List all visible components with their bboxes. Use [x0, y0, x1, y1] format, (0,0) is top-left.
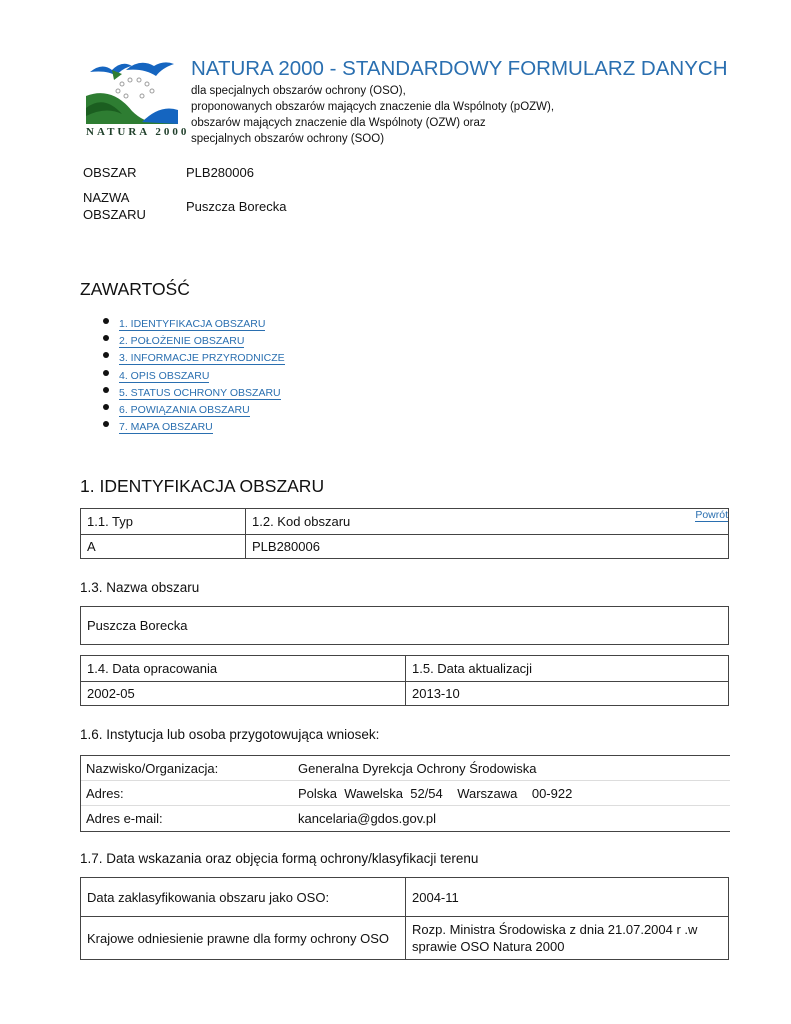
toc-title: ZAWARTOŚĆ — [80, 279, 190, 299]
site-code-value: PLB280006 — [186, 165, 254, 180]
oso-date-label: Data zaklasyfikowania obszaru jako OSO: — [81, 878, 406, 917]
subtitle-line: proponowanych obszarów mających znaczenie dla Wspólnoty (pOZW), — [191, 101, 555, 113]
org-value: Generalna Dyrekcja Ochrony Środowiska — [298, 761, 537, 776]
identification-table — [80, 508, 729, 559]
address-value: Polska Wawelska 52/54 Warszawa 00-922 — [298, 786, 573, 801]
bullet-icon — [103, 370, 109, 376]
logo-text: NATURA 2000 — [86, 126, 190, 138]
legal-ref-label: Krajowe odniesienie prawne dla formy ochrony OSO — [81, 917, 406, 960]
oso-date-value: 2004-11 — [406, 878, 729, 917]
legal-ref-line: Rozp. Ministra Środowiska z dnia 21.07.2004 r .w — [412, 922, 698, 937]
code-value: PLB280006 — [246, 535, 729, 559]
subtitle-line: obszarów mających znaczenie dla Wspólnoty (OZW) oraz — [191, 117, 486, 129]
site-code-label: OBSZAR — [83, 165, 137, 180]
bullet-icon — [103, 421, 109, 427]
date-prepared-label: 1.4. Data opracowania — [81, 656, 406, 682]
toc-link-ecological-info[interactable]: 3. INFORMACJE PRZYRODNICZE — [119, 352, 285, 365]
site-name-table — [80, 606, 729, 645]
type-label: 1.1. Typ — [81, 509, 246, 535]
site-name-value: Puszcza Borecka — [186, 199, 287, 214]
address-label: Adres: — [86, 786, 124, 801]
site-name-label: NAZWA — [83, 190, 130, 205]
designation-heading: 1.7. Data wskazania oraz objęcia formą ochrony/klasyfikacji terenu — [80, 851, 479, 866]
institution-heading: 1.6. Instytucja lub osoba przygotowująca wniosek: — [80, 727, 380, 742]
email-label: Adres e-mail: — [86, 811, 163, 826]
back-link[interactable]: Powrót — [695, 509, 728, 521]
date-updated-value: 2013-10 — [406, 682, 729, 706]
date-updated-label: 1.5. Data aktualizacji — [406, 656, 729, 682]
email-value: kancelaria@gdos.gov.pl — [298, 811, 436, 826]
toc-link-identification[interactable]: 1. IDENTYFIKACJA OBSZARU — [119, 318, 266, 330]
page-title: NATURA 2000 - STANDARDOWY FORMULARZ DANYCH — [191, 57, 728, 80]
toc-link-relations[interactable]: 6. POWIĄZANIA OBSZARU — [119, 403, 250, 416]
legal-ref-value — [406, 917, 729, 960]
subtitle-line: dla specjalnych obszarów ochrony (OSO), — [191, 85, 406, 97]
dates-table — [80, 655, 729, 706]
site-name-label: OBSZARU — [83, 207, 146, 222]
toc-link-description[interactable]: 4. OPIS OBSZARU — [119, 369, 210, 382]
site-name-heading: 1.3. Nazwa obszaru — [80, 580, 200, 595]
bullet-icon — [103, 352, 109, 358]
bullet-icon — [103, 335, 109, 341]
row-divider — [81, 805, 730, 806]
subtitle-line: specjalnych obszarów ochrony (SOO) — [191, 133, 385, 145]
legal-ref-line: sprawie OSO Natura 2000 — [412, 939, 565, 954]
org-label: Nazwisko/Organizacja: — [86, 761, 219, 776]
section-1-title: 1. IDENTYFIKACJA OBSZARU — [80, 476, 325, 496]
site-name-cell: Puszcza Borecka — [81, 607, 729, 645]
date-prepared-value: 2002-05 — [81, 682, 406, 706]
bullet-icon — [103, 404, 109, 410]
toc-link-protection-status[interactable]: 5. STATUS OCHRONY OBSZARU — [119, 386, 281, 399]
code-label: 1.2. Kod obszaru — [246, 509, 729, 535]
toc-link-map[interactable]: 7. MAPA OBSZARU — [119, 421, 213, 434]
institution-table — [80, 755, 730, 832]
bullet-icon — [103, 318, 109, 324]
row-divider — [81, 780, 730, 781]
type-value: A — [81, 535, 246, 559]
toc-link-location[interactable]: 2. POŁOŻENIE OBSZARU — [119, 335, 245, 348]
designation-table — [80, 877, 729, 960]
bullet-icon — [103, 387, 109, 393]
